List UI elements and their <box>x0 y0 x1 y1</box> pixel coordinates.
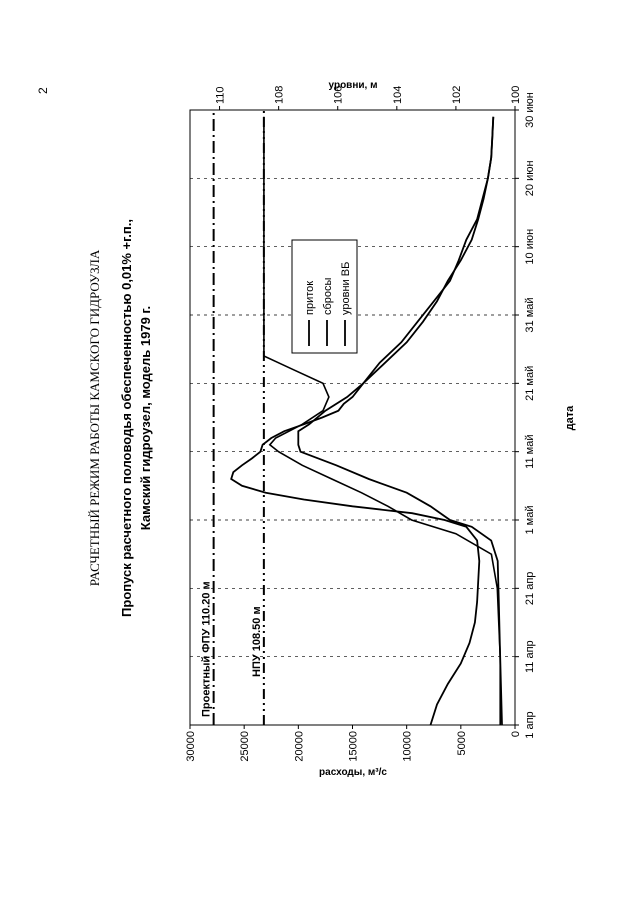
x-tick-label: 21 май <box>524 365 536 401</box>
reference-line-label: Проектный ФПУ 110.20 м <box>200 581 213 717</box>
y-left-tick-label: 10000 <box>401 731 414 762</box>
x-tick-label: 1 апр <box>524 711 536 739</box>
y-left-tick-label: 0 <box>510 731 522 738</box>
chart-heading: РАСЧЕТНЫЙ РЕЖИМ РАБОТЫ КАМСКОГО ГИДРОУЗЛА <box>87 249 102 587</box>
x-tick-label: 30 июн <box>524 92 536 128</box>
y-left-tick-label: 5000 <box>455 731 468 756</box>
x-tick-label: 21 апр <box>524 571 536 606</box>
legend <box>292 240 357 353</box>
x-tick-label: 10 июн <box>524 228 536 265</box>
x-tick-label: 31 май <box>524 297 536 333</box>
x-tick-label: 11 май <box>524 434 536 469</box>
chart-title-line1: Пропуск расчетного половодья обеспеченностью 0,01% +г.п., <box>119 219 134 617</box>
y-right-tick-label: 102 <box>450 85 463 104</box>
y-left-tick-label: 20000 <box>293 731 306 762</box>
plot-area <box>190 110 515 725</box>
y-right-tick-label: 100 <box>510 85 522 104</box>
y-right-tick-label: 108 <box>273 85 286 104</box>
legend-label: уровни ВБ <box>340 261 352 315</box>
x-tick-label: 20 июн <box>524 160 536 197</box>
legend-label: приток <box>304 280 316 315</box>
y-axis-right-label: уровни, м <box>328 80 378 91</box>
legend-label: сбросы <box>322 277 334 315</box>
y-left-tick-label: 25000 <box>239 731 252 762</box>
y-axis-left-label: расходы, м³/с <box>319 767 387 778</box>
page-number: 2 <box>36 87 50 94</box>
y-right-tick-label: 110 <box>214 86 227 104</box>
x-tick-label: 11 апр <box>524 640 536 674</box>
y-right-tick-label: 106 <box>332 85 345 104</box>
x-axis-label: дата <box>564 405 576 431</box>
chart-title-line2: Камский гидроузел, модель 1979 г. <box>138 305 153 531</box>
y-left-tick-label: 15000 <box>347 731 360 762</box>
y-left-tick-label: 30000 <box>185 731 197 762</box>
y-right-tick-label: 104 <box>391 85 404 104</box>
x-tick-label: 1 май <box>524 505 536 535</box>
reference-line-label: НПУ 108.50 м <box>250 606 263 677</box>
